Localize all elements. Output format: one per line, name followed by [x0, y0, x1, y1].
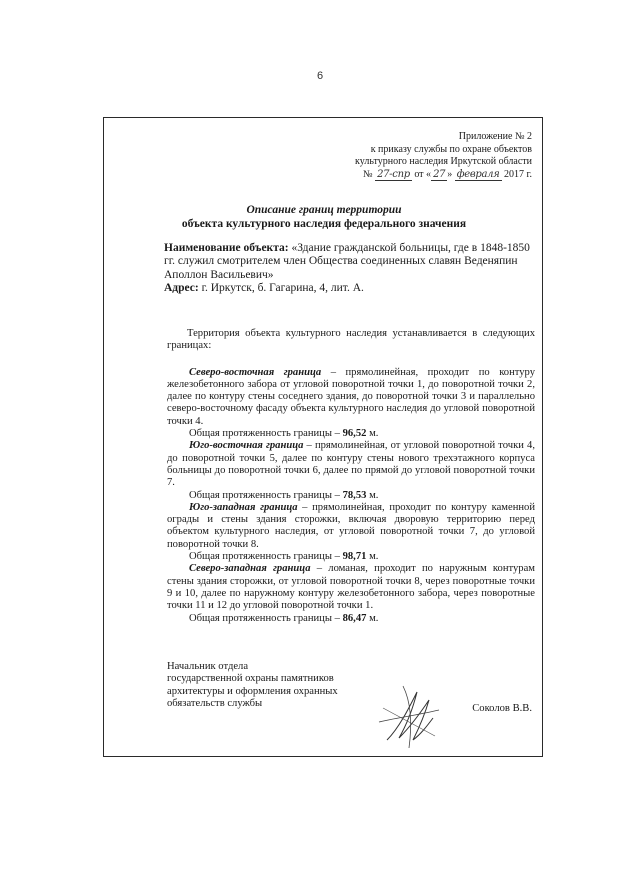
order-year: 2017 г. — [504, 168, 532, 180]
order-number: 27-спр — [377, 168, 410, 180]
order-date-prefix: от « — [414, 168, 432, 180]
boundary-section — [167, 563, 535, 612]
boundary-total — [167, 428, 535, 440]
object-name-label: Наименование объекта: — [164, 242, 289, 254]
title-line-1: Описание границ территории — [246, 204, 402, 216]
document-frame — [103, 117, 543, 757]
total-value: 96,52 — [342, 428, 367, 440]
boundary-section — [167, 440, 535, 489]
object-info — [164, 242, 534, 295]
order-month: февраля — [456, 168, 500, 180]
object-name-value: «Здание гражданской больницы, где в 1848-1850 гг. служил смотрителем член Общества соединенных славян Веденяпин Аполлон Васильевич» — [164, 242, 530, 281]
signer-name: Соколов В.В. — [472, 703, 532, 714]
total-unit: м. — [366, 551, 379, 563]
total-unit: м. — [366, 612, 379, 624]
total-value: 86,47 — [342, 612, 367, 624]
total-label: Общая протяженность границы – — [189, 428, 343, 440]
total-label: Общая протяженность границы – — [189, 489, 343, 501]
object-name — [164, 242, 534, 282]
object-address-label: Адрес: — [164, 281, 199, 294]
total-value: 78,53 — [342, 489, 367, 501]
total-unit: м. — [366, 489, 379, 501]
object-address — [164, 282, 534, 295]
order-number-prefix: № — [363, 168, 373, 180]
boundary-text: – прямолинейная, проходит по контуру каменной ограды и стены здания сторожки, включая дворовую территорию перед объектом культурного наследия, от угловой поворотной точки 7, до угловой поворотной точки 8. — [167, 501, 535, 550]
page-number: 6 — [316, 70, 324, 82]
boundary-description — [167, 328, 535, 625]
appendix-agency: культурного наследия Иркутской области — [355, 156, 532, 167]
signer-position-line: Начальник отдела — [167, 661, 249, 672]
signer-position-line: архитектуры и оформления охранных — [167, 685, 338, 697]
title-line-2: объекта культурного наследия федерального значения — [181, 218, 467, 230]
total-unit: м. — [366, 428, 379, 440]
signer-position-line: государственной охраны памятников — [167, 673, 334, 685]
handwritten-signature — [369, 678, 449, 753]
appendix-order-line — [232, 169, 532, 182]
boundary-text: – прямолинейная, проходит по контуру железобетонного забора от угловой поворотной точки 1, до поворотной точки 2, далее по контуру стены соседнего здания, до поворотной точки 3 и параллельно северо-восточному фасаду объекта культурного наследия до угловой поворотной точки 4. — [167, 366, 536, 427]
boundary-heading: Юго-западная граница — [189, 501, 298, 513]
total-value: 98,71 — [342, 551, 367, 563]
total-label: Общая протяженность границы – — [189, 551, 343, 563]
object-address-value: г. Иркутск, б. Гагарина, 4, лит. А. — [198, 281, 364, 294]
total-label: Общая протяженность границы – — [189, 612, 343, 624]
boundary-total — [167, 551, 535, 563]
boundary-text: – прямолинейная, от угловой поворотной точки 4, до поворотной точки 5, далее по контуру стены нового трехэтажного корпуса больницы до поворотной точки 6, далее по прямой до угловой поворотной точки 7. — [167, 440, 535, 489]
appendix-order-ref: к приказу службы по охране объектов — [370, 143, 532, 155]
appendix-header — [232, 131, 532, 181]
order-day-close: » — [447, 168, 453, 180]
boundary-section — [167, 502, 535, 551]
intro-paragraph: Территория объекта культурного наследия устанавливается в следующих границах: — [167, 328, 535, 352]
boundary-total — [167, 490, 535, 502]
document-title — [104, 203, 544, 231]
boundary-total — [167, 613, 535, 625]
boundary-text: – ломаная, проходит по наружным контурам стены здания сторожки, от угловой поворотной точки 8, через поворотные точки 9 и 10, далее по наружному контуру железобетонного забора, через поворотные точки 11 и 12 до угловой поворотной точки 1. — [167, 563, 535, 612]
boundary-section — [167, 367, 535, 428]
boundary-heading: Юго-восточная граница — [189, 440, 304, 452]
order-day: 27 — [433, 168, 446, 180]
signer-position-line: обязательств службы — [167, 697, 263, 709]
boundary-heading: Северо-восточная граница — [189, 366, 322, 378]
boundary-heading: Северо-западная граница — [189, 563, 311, 575]
appendix-title: Приложение № 2 — [458, 131, 532, 142]
